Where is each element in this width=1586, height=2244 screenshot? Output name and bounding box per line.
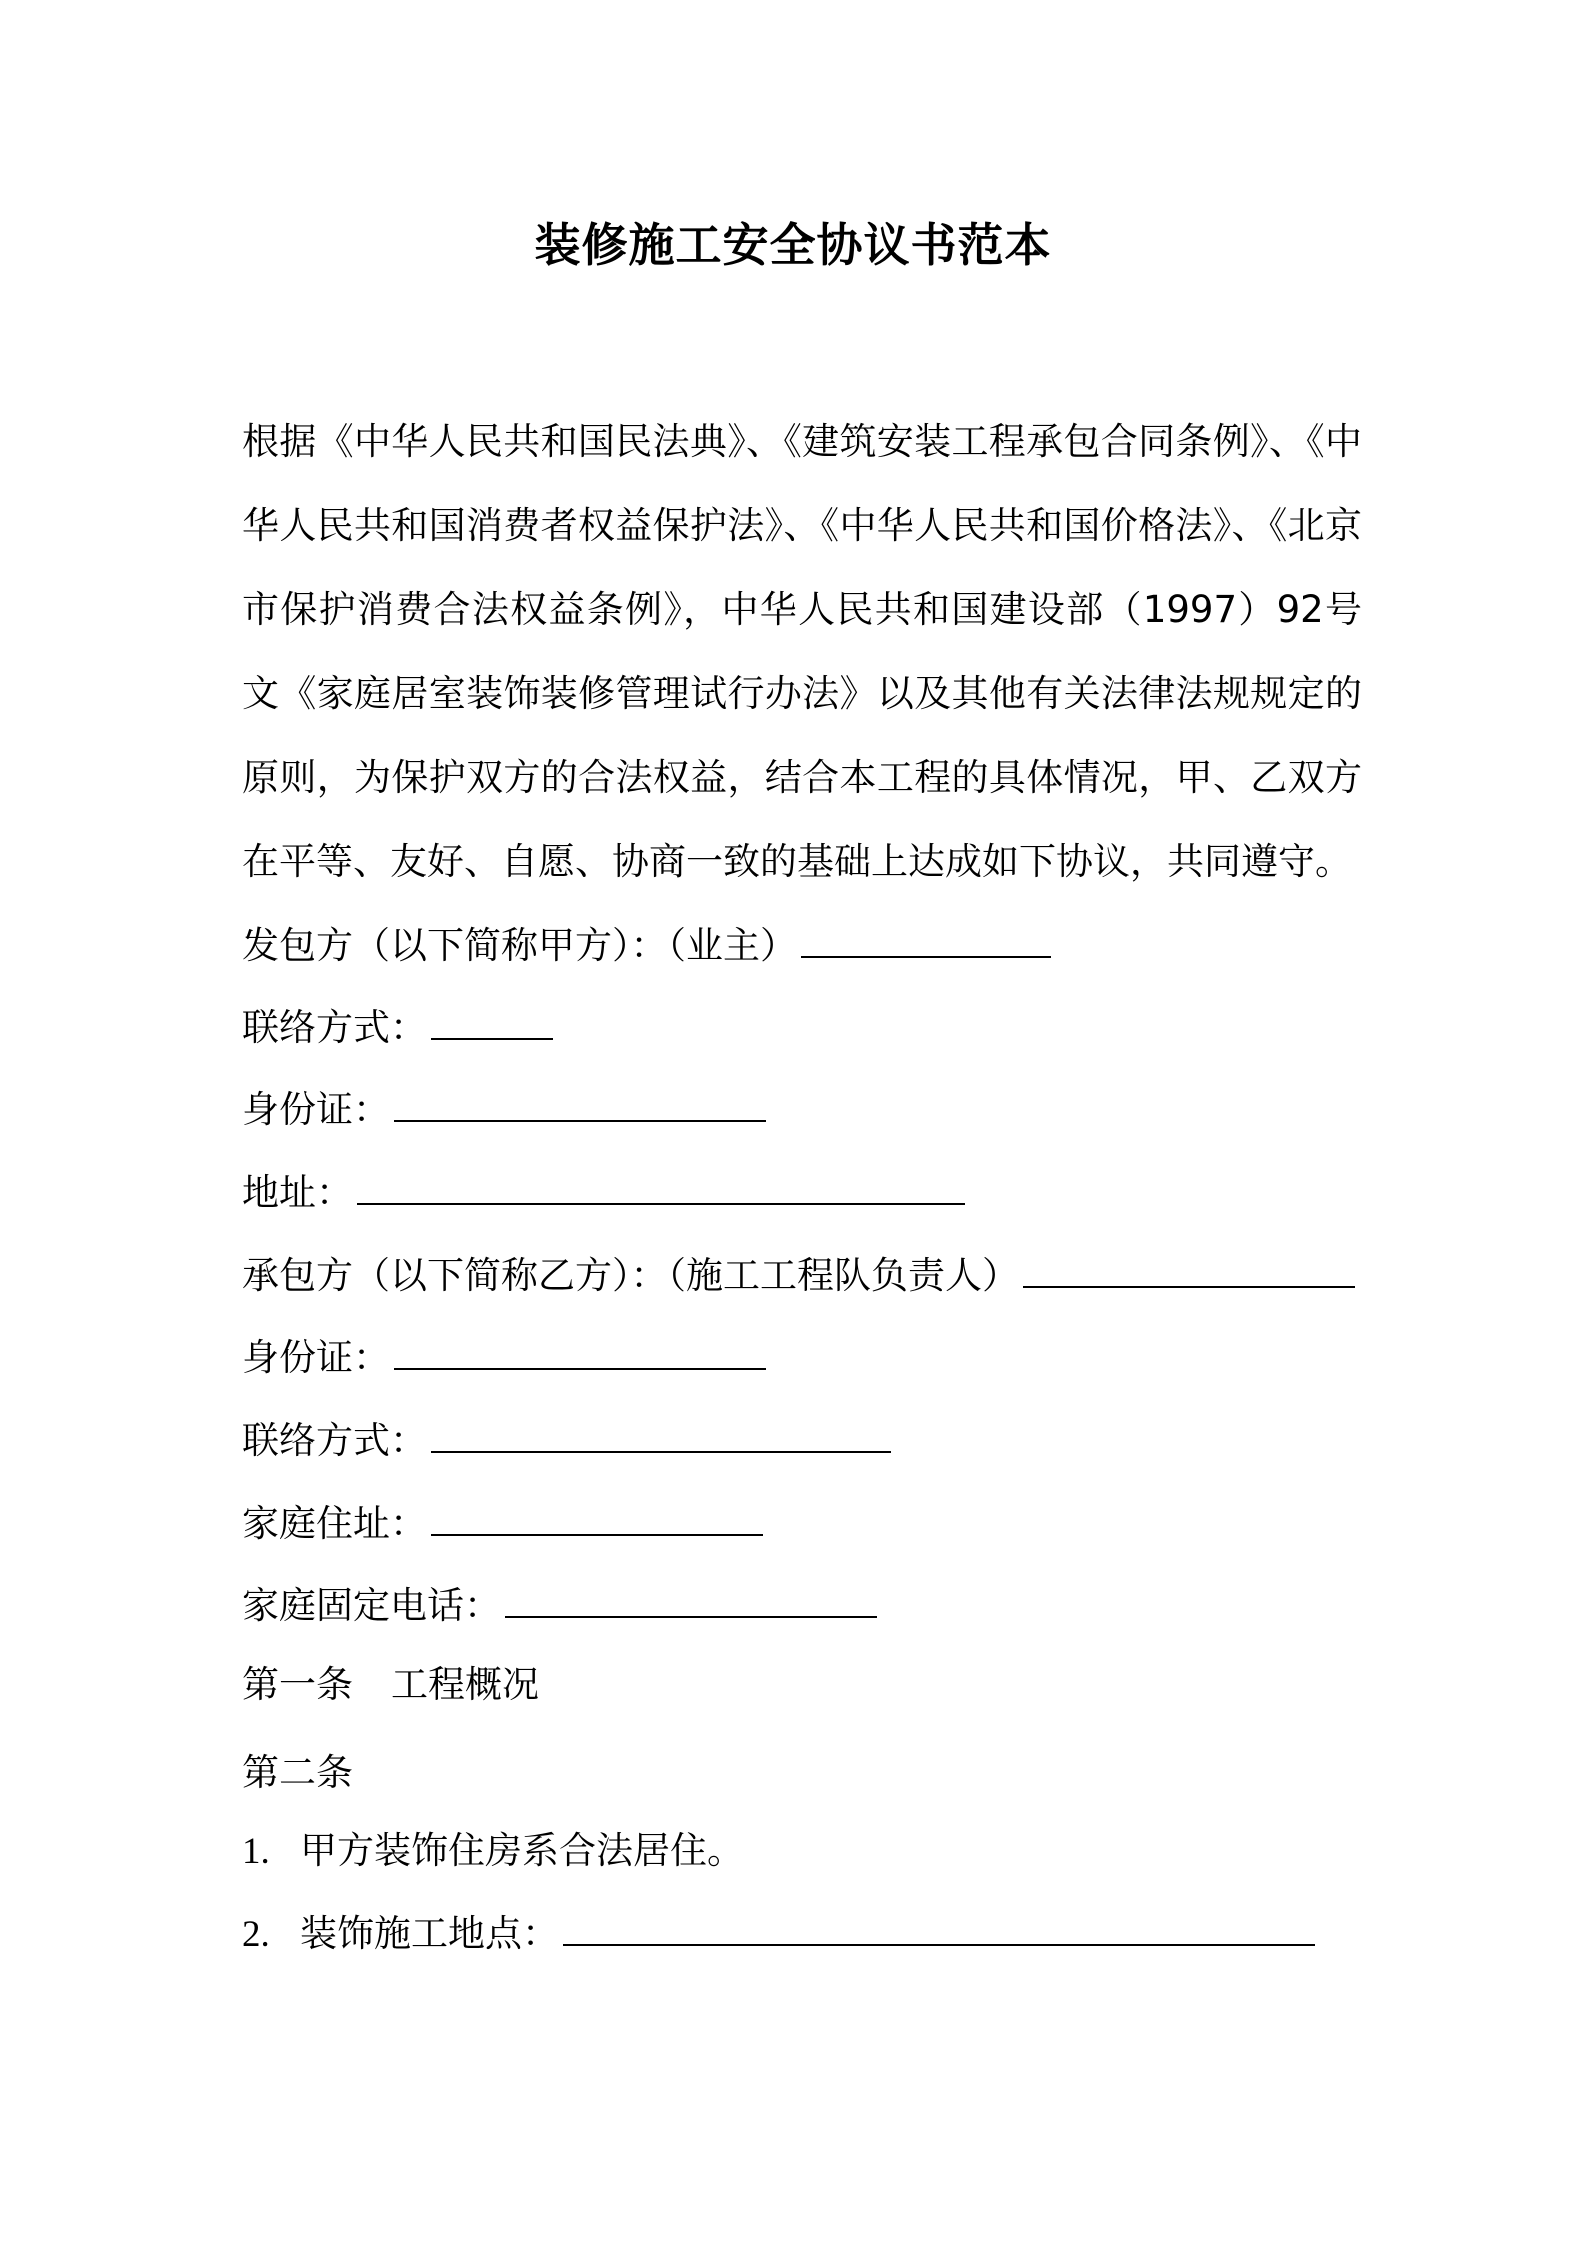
field-party-a-contact bbox=[242, 1000, 553, 1053]
blank-party-a-address[interactable] bbox=[357, 1165, 965, 1205]
field-label: 家庭固定电话： bbox=[242, 1584, 501, 1627]
field-party-b-home-address bbox=[242, 1496, 763, 1549]
article-number: 第一条 bbox=[242, 1663, 353, 1706]
item-text: 装饰施工地点： bbox=[300, 1912, 559, 1955]
field-label: 联络方式： bbox=[242, 1006, 427, 1049]
field-party-a bbox=[242, 918, 1051, 971]
blank-party-b-contact[interactable] bbox=[431, 1413, 891, 1453]
article-heading: 工程概况 bbox=[391, 1663, 539, 1706]
item-text: 甲方装饰住房系合法居住。 bbox=[300, 1829, 744, 1872]
item-number: 1. bbox=[242, 1831, 270, 1872]
blank-party-b-home-phone[interactable] bbox=[505, 1578, 877, 1618]
article-number: 第二条 bbox=[242, 1751, 353, 1794]
blank-party-a[interactable] bbox=[801, 918, 1051, 958]
blank-party-b-home-address[interactable] bbox=[431, 1496, 763, 1536]
field-party-b bbox=[242, 1248, 1355, 1301]
field-party-b-home-phone bbox=[242, 1578, 877, 1631]
blank-party-a-id[interactable] bbox=[394, 1082, 766, 1122]
blank-party-a-contact[interactable] bbox=[431, 1000, 553, 1040]
article-2 bbox=[242, 1748, 353, 1798]
field-label: 联络方式： bbox=[242, 1419, 427, 1462]
field-party-b-contact bbox=[242, 1413, 891, 1466]
document-title: 装修施工安全协议书范本 bbox=[534, 218, 1052, 272]
article-1 bbox=[242, 1660, 539, 1710]
field-party-a-id bbox=[242, 1082, 766, 1135]
field-label: 家庭住址： bbox=[242, 1502, 427, 1545]
field-label: 承包方（以下简称乙方）：（施工工程队负责人） bbox=[242, 1254, 1019, 1297]
field-label: 发包方（以下简称甲方）：（业主） bbox=[242, 924, 797, 967]
blank-party-b-id[interactable] bbox=[394, 1330, 766, 1370]
field-label: 地址： bbox=[242, 1171, 353, 1214]
field-party-a-address bbox=[242, 1165, 965, 1218]
item-2 bbox=[242, 1906, 1315, 1960]
item-number: 2. bbox=[242, 1914, 270, 1955]
blank-construction-site[interactable] bbox=[563, 1906, 1315, 1946]
field-label: 身份证： bbox=[242, 1088, 390, 1131]
item-1 bbox=[242, 1826, 744, 1877]
preamble-paragraph: 根据《中华人民共和国民法典》、《建筑安装工程承包合同条例》、《中华人民共和国消费者权益保护法》、《中华人民共和国价格法》、《北京市保护消费合法权益条例》，中华人民共和国建设部（1997）92号文《家庭居室装饰装修管理试行办法》以及其他有关法律法规规定的原则，为保护双方的合法权益，结合本工程的具体情况，甲、乙双方在平等、友好、自愿、协商一致的基础上达成如下协议，共同遵守。 bbox=[242, 420, 1362, 883]
field-party-b-id bbox=[242, 1330, 766, 1383]
field-label: 身份证： bbox=[242, 1336, 390, 1379]
blank-party-b[interactable] bbox=[1023, 1248, 1355, 1288]
